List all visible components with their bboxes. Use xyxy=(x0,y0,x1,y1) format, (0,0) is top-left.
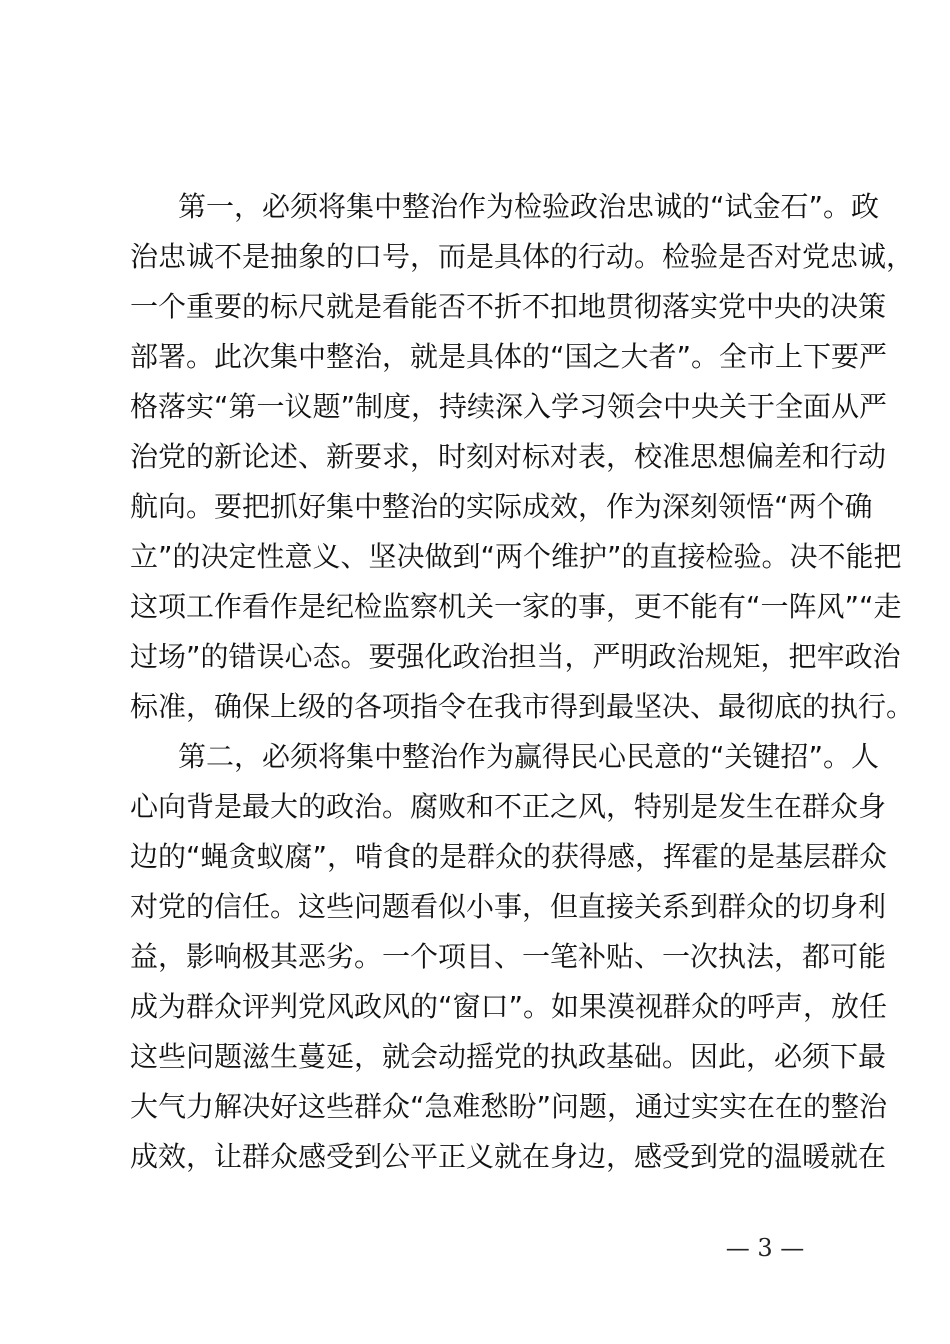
text-line: 益，影响极其恶劣。一个项目、一笔补贴、一次执法，都可能 xyxy=(130,940,887,973)
text-line: 第一，必须将集中整治作为检验政治忠诚的“试金石”。政 xyxy=(178,190,880,223)
text-line: 治党的新论述、新要求，时刻对标对表，校准思想偏差和行动 xyxy=(130,440,887,473)
paragraph xyxy=(130,182,915,732)
text-line: 格落实“第一议题”制度，持续深入学习领会中央关于全面从严 xyxy=(130,390,888,423)
text-line: 第二，必须将集中整治作为赢得民心民意的“关键招”。人 xyxy=(178,740,880,773)
text-line: 心向背是最大的政治。腐败和不正之风，特别是发生在群众身 xyxy=(130,790,887,823)
text-line: 成为群众评判党风政风的“窗口”。如果漠视群众的呼声，放任 xyxy=(130,990,888,1023)
text-line: 标准，确保上级的各项指令在我市得到最坚决、最彻底的执行。 xyxy=(130,690,915,723)
text-line: 这项工作看作是纪检监察机关一家的事，更不能有“一阵风”“走 xyxy=(130,590,902,623)
text-line: 治忠诚不是抽象的口号，而是具体的行动。检验是否对党忠诚， xyxy=(130,240,915,273)
text-line: 对党的信任。这些问题看似小事，但直接关系到群众的切身利 xyxy=(130,890,887,923)
text-line: 航向。要把抓好集中整治的实际成效，作为深刻领悟“两个确 xyxy=(130,490,873,523)
text-line: 大气力解决好这些群众“急难愁盼”问题，通过实实在在的整治 xyxy=(130,1090,888,1123)
text-line: 一个重要的标尺就是看能否不折不扣地贯彻落实党中央的决策 xyxy=(130,290,887,323)
text-line: 成效，让群众感受到公平正义就在身边，感受到党的温暖就在 xyxy=(130,1140,887,1173)
document-body xyxy=(130,182,915,1182)
text-line: 部署。此次集中整治，就是具体的“国之大者”。全市上下要严 xyxy=(130,340,888,373)
text-line: 立”的决定性意义、坚决做到“两个维护”的直接检验。决不能把 xyxy=(130,540,902,573)
text-line: 这些问题滋生蔓延，就会动摇党的执政基础。因此，必须下最 xyxy=(130,1040,887,1073)
paragraph xyxy=(130,732,888,1182)
page-number: — 3 — xyxy=(725,1234,805,1262)
text-line: 边的“蝇贪蚁腐”，啃食的是群众的获得感，挥霍的是基层群众 xyxy=(130,840,888,873)
text-line: 过场”的错误心态。要强化政治担当，严明政治规矩，把牢政治 xyxy=(130,640,901,673)
